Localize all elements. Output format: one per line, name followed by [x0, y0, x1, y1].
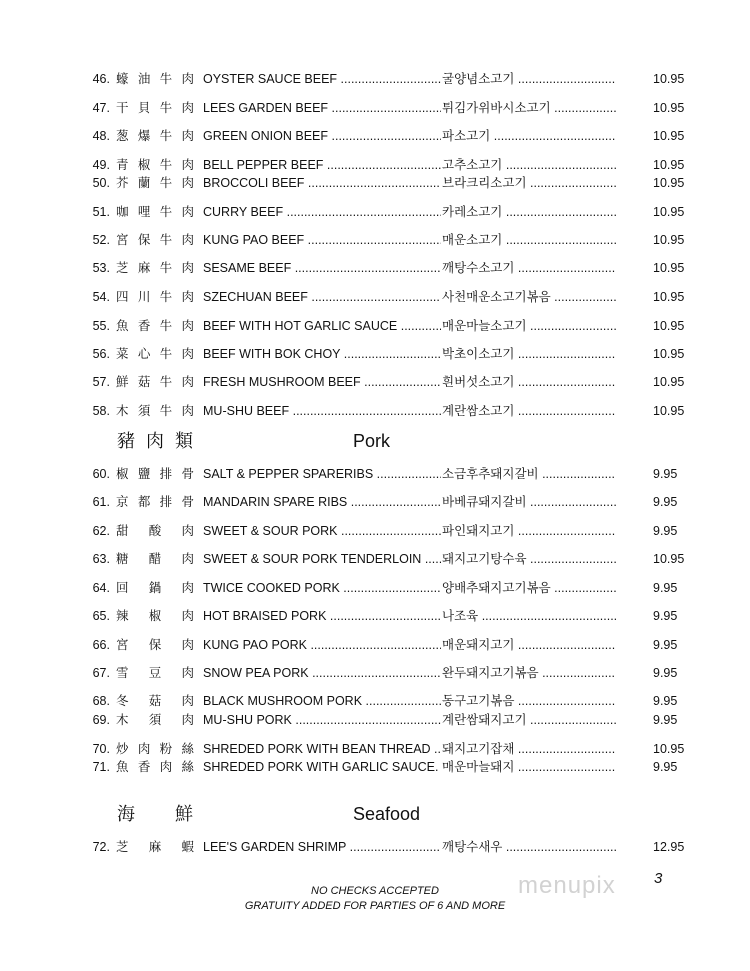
item-price: 10.95: [653, 404, 685, 418]
seafood-section-title: Seafood: [353, 804, 421, 824]
item-korean-name: 매운소고기 .....: [442, 231, 616, 249]
item-chinese-name: 菜心牛肉: [116, 347, 194, 361]
item-number: 60.: [92, 467, 110, 481]
item-number: 57.: [92, 375, 110, 389]
item-number: 67.: [92, 666, 110, 680]
item-price: 10.95: [653, 347, 685, 361]
item-english-name: OYSTER SAUCE BEEF .....: [203, 70, 441, 88]
item-chinese-name: 木須牛肉: [116, 404, 194, 418]
item-number: 70.: [92, 742, 110, 756]
menu-item-row: [0, 317, 750, 335]
menu-item-row: [0, 522, 750, 540]
item-english-name: TWICE COOKED PORK .....: [203, 579, 441, 597]
item-chinese-name: 甜酸肉: [116, 524, 194, 538]
menu-item-row: [0, 231, 750, 249]
menupix-watermark: menupix: [518, 872, 616, 899]
item-number: 51.: [92, 205, 110, 219]
item-english-name: GREEN ONION BEEF .....: [203, 127, 441, 145]
item-price: 10.95: [653, 158, 685, 172]
item-english-name: SALT & PEPPER SPARERIBS .....: [203, 465, 441, 483]
item-price: 9.95: [653, 638, 678, 652]
item-number: 47.: [92, 101, 110, 115]
item-korean-name: 양배추돼지고기볶음 .....: [442, 579, 616, 597]
menu-item-row: [0, 174, 750, 192]
menu-item-row: [0, 373, 750, 391]
item-korean-name: 깨탕수소고기 .....: [442, 259, 616, 277]
item-number: 68.: [92, 694, 110, 708]
menu-item-row: [0, 127, 750, 145]
item-price: 9.95: [653, 467, 678, 481]
menu-item-row: [0, 692, 750, 710]
item-korean-name: 파소고기 .....: [442, 127, 616, 145]
item-chinese-name: 芥蘭牛肉: [116, 176, 194, 190]
item-price: 9.95: [653, 694, 678, 708]
item-price: 10.95: [653, 319, 685, 333]
item-english-name: BELL PEPPER BEEF .....: [203, 156, 441, 174]
item-price: 10.95: [653, 129, 685, 143]
item-english-name: SNOW PEA PORK .....: [203, 664, 441, 682]
item-chinese-name: 干貝牛肉: [116, 101, 194, 115]
item-korean-name: 바베큐돼지갈비 .....: [442, 493, 616, 511]
item-english-name: CURRY BEEF .....: [203, 203, 441, 221]
menu-item-row: [0, 259, 750, 277]
item-english-name: MU-SHU BEEF .....: [203, 402, 441, 420]
item-chinese-name: 四川牛肉: [116, 290, 194, 304]
item-price: 10.95: [653, 101, 685, 115]
item-number: 66.: [92, 638, 110, 652]
item-price: 9.95: [653, 524, 678, 538]
item-price: 9.95: [653, 581, 678, 595]
item-chinese-name: 糖醋肉: [116, 552, 194, 566]
item-number: 58.: [92, 404, 110, 418]
item-korean-name: 사천매운소고기볶음 .....: [442, 288, 616, 306]
menu-item-row: [0, 838, 750, 856]
item-price: 10.95: [653, 176, 685, 190]
item-number: 62.: [92, 524, 110, 538]
item-korean-name: 동구고기볶음 .....: [442, 692, 616, 710]
footer-gratuity: GRATUITY ADDED FOR PARTIES OF 6 AND MORE: [244, 900, 506, 912]
menu-item-row: [0, 664, 750, 682]
item-price: 9.95: [653, 713, 678, 727]
item-chinese-name: 魚香牛肉: [116, 319, 194, 333]
item-price: 10.95: [653, 375, 685, 389]
item-chinese-name: 蠔油牛肉: [116, 72, 194, 86]
item-chinese-name: 青椒牛肉: [116, 158, 194, 172]
item-price: 10.95: [653, 205, 685, 219]
menu-item-row: [0, 70, 750, 88]
item-korean-name: 나조육 .....: [442, 607, 616, 625]
item-korean-name: 파인돼지고기 .....: [442, 522, 616, 540]
menu-item-row: [0, 711, 750, 729]
menu-item-row: [0, 579, 750, 597]
item-price: 9.95: [653, 760, 678, 774]
item-korean-name: 매운마늘돼지 .....: [442, 758, 616, 776]
menu-item-row: [0, 288, 750, 306]
item-english-name: SWEET & SOUR PORK TENDERLOIN .....: [203, 550, 441, 568]
item-number: 52.: [92, 233, 110, 247]
item-korean-name: 완두돼지고기볶음 .....: [442, 664, 616, 682]
item-korean-name: 매운마늘소고기 .....: [442, 317, 616, 335]
item-price: 9.95: [653, 495, 678, 509]
item-number: 72.: [92, 840, 110, 854]
item-korean-name: 튀김가위바시소고기 .....: [442, 99, 616, 117]
item-number: 63.: [92, 552, 110, 566]
footer-no-checks: NO CHECKS ACCEPTED: [311, 885, 439, 897]
item-english-name: SWEET & SOUR PORK .....: [203, 522, 441, 540]
item-price: 9.95: [653, 666, 678, 680]
item-english-name: SZECHUAN BEEF .....: [203, 288, 441, 306]
item-english-name: SESAME BEEF .....: [203, 259, 441, 277]
item-korean-name: 깨탕수새우 .....: [442, 838, 616, 856]
item-english-name: SHREDED PORK WITH BEAN THREAD .....: [203, 740, 441, 758]
item-number: 64.: [92, 581, 110, 595]
item-number: 50.: [92, 176, 110, 190]
item-number: 56.: [92, 347, 110, 361]
menu-item-row: [0, 345, 750, 363]
item-korean-name: 돼지고기잡채 .....: [442, 740, 616, 758]
item-number: 49.: [92, 158, 110, 172]
menu-item-row: [0, 740, 750, 758]
menu-item-row: [0, 99, 750, 117]
item-chinese-name: 辣椒肉: [116, 609, 194, 623]
item-english-name: BEEF WITH HOT GARLIC SAUCE .....: [203, 317, 441, 335]
item-chinese-name: 芝麻牛肉: [116, 261, 194, 275]
item-number: 65.: [92, 609, 110, 623]
item-korean-name: 흰버섯소고기 .....: [442, 373, 616, 391]
item-chinese-name: 回鍋肉: [116, 581, 194, 595]
item-price: 10.95: [653, 261, 685, 275]
item-korean-name: 매운돼지고기 .....: [442, 636, 616, 654]
item-english-name: BEEF WITH BOK CHOY .....: [203, 345, 441, 363]
item-number: 69.: [92, 713, 110, 727]
item-chinese-name: 鮮菇牛肉: [116, 375, 194, 389]
item-chinese-name: 宮保牛肉: [116, 233, 194, 247]
item-chinese-name: 京都排骨: [116, 495, 194, 509]
item-number: 46.: [92, 72, 110, 86]
item-price: 10.95: [653, 290, 685, 304]
seafood-section-chinese-title: 海鮮: [117, 804, 193, 824]
item-chinese-name: 椒鹽排骨: [116, 467, 194, 481]
item-price: 12.95: [653, 840, 685, 854]
menu-item-row: [0, 465, 750, 483]
item-chinese-name: 冬菇肉: [116, 694, 194, 708]
item-korean-name: 굴양념소고기 .....: [442, 70, 616, 88]
item-english-name: SHREDED PORK WITH GARLIC SAUCE. .....: [203, 758, 441, 776]
item-korean-name: 고추소고기 .....: [442, 156, 616, 174]
item-korean-name: 계란쌈소고기 .....: [442, 402, 616, 420]
item-price: 9.95: [653, 609, 678, 623]
item-chinese-name: 雪豆肉: [116, 666, 194, 680]
item-korean-name: 박초이소고기 .....: [442, 345, 616, 363]
item-chinese-name: 魚香肉絲: [116, 760, 194, 774]
item-number: 61.: [92, 495, 110, 509]
item-price: 10.95: [653, 233, 685, 247]
item-english-name: FRESH MUSHROOM BEEF .....: [203, 373, 441, 391]
item-korean-name: 소금후추돼지갈비 .....: [442, 465, 616, 483]
item-korean-name: 카레소고기 .....: [442, 203, 616, 221]
item-number: 71.: [92, 760, 110, 774]
menu-item-row: [0, 607, 750, 625]
item-price: 10.95: [653, 552, 685, 566]
menu-item-row: [0, 203, 750, 221]
menu-item-row: [0, 402, 750, 420]
item-chinese-name: 咖哩牛肉: [116, 205, 194, 219]
item-number: 54.: [92, 290, 110, 304]
menu-item-row: [0, 636, 750, 654]
item-korean-name: 계란쌈돼지고기 .....: [442, 711, 616, 729]
item-korean-name: 돼지고기탕수육 .....: [442, 550, 616, 568]
item-chinese-name: 宮保肉: [116, 638, 194, 652]
menu-item-row: [0, 493, 750, 511]
item-number: 48.: [92, 129, 110, 143]
item-chinese-name: 芝麻蝦: [116, 840, 194, 854]
item-english-name: MU-SHU PORK .....: [203, 711, 441, 729]
item-english-name: MANDARIN SPARE RIBS .....: [203, 493, 441, 511]
item-english-name: BROCCOLI BEEF .....: [203, 174, 441, 192]
menu-item-row: [0, 156, 750, 174]
item-number: 55.: [92, 319, 110, 333]
menu-item-row: [0, 758, 750, 776]
item-chinese-name: 葱爆牛肉: [116, 129, 194, 143]
menu-item-row: [0, 550, 750, 568]
item-price: 10.95: [653, 72, 685, 86]
item-english-name: HOT BRAISED PORK .....: [203, 607, 441, 625]
item-english-name: LEE'S GARDEN SHRIMP .....: [203, 838, 441, 856]
item-chinese-name: 炒肉粉絲: [116, 742, 194, 756]
pork-section-chinese-title: 豬肉類: [117, 431, 193, 451]
item-english-name: LEES GARDEN BEEF .....: [203, 99, 441, 117]
item-english-name: KUNG PAO PORK .....: [203, 636, 441, 654]
item-price: 10.95: [653, 742, 685, 756]
item-chinese-name: 木須肉: [116, 713, 194, 727]
pork-section-title: Pork: [353, 431, 391, 451]
item-english-name: BLACK MUSHROOM PORK .....: [203, 692, 441, 710]
item-korean-name: 브라크리소고기 .....: [442, 174, 616, 192]
page-number: 3: [654, 870, 663, 887]
item-number: 53.: [92, 261, 110, 275]
item-english-name: KUNG PAO BEEF .....: [203, 231, 441, 249]
